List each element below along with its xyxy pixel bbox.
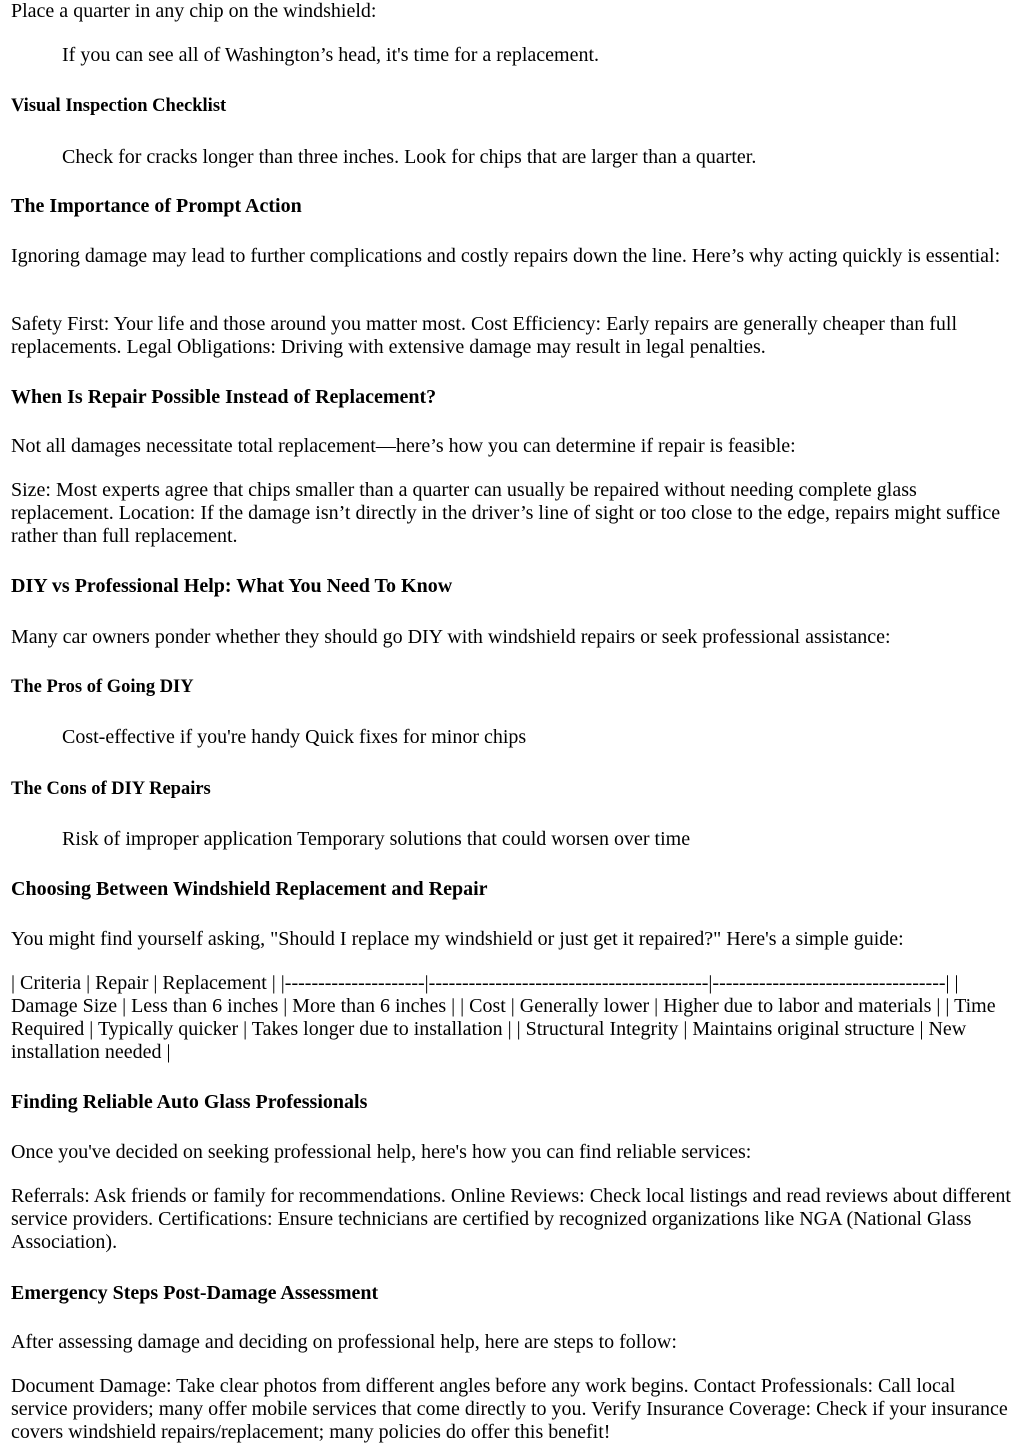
comparison-table-text: | Criteria | Repair | Replacement | |---------------------|------------------------------------------|-----------------------------------| | Damage Size | Less than 6 inches | More than 6 inches | | Cost | Generally lower | Higher due to labor and materials | | Time Required | Typically quicker | Takes longer due to installation | | Structural Integrity | Maintains original structure | New installation needed |	[11, 972, 996, 1063]
repair-possible-heading: When Is Repair Possible Instead of Replacement?	[11, 386, 437, 408]
repair-possible-body: Size: Most experts agree that chips smaller than a quarter can usually be repaired without needing complete glass replacement. Location: If the damage isn’t directly in the driver’s line of sight or too close to the edge, repairs might suffice rather than full replacement.	[11, 479, 1001, 547]
emergency-body: Document Damage: Take clear photos from different angles before any work begins. Contact Professionals: Call local service providers; many offer mobile services that come directly to you. Verify Insurance Coverage: Check if your insurance covers windshield repairs/replacement; many policies do offer this benefit!	[11, 1375, 1008, 1443]
diy-vs-pro-heading: DIY vs Professional Help: What You Need To Know	[11, 575, 453, 597]
diy-pros-quote: Cost-effective if you're handy Quick fixes for minor chips	[62, 726, 527, 748]
repair-possible-intro: Not all damages necessitate total replacement—here’s how you can determine if repair is feasible:	[11, 435, 796, 457]
quarter-test-quote: If you can see all of Washington’s head, it's time for a replacement.	[62, 44, 600, 66]
finding-pros-intro: Once you've decided on seeking professional help, here's how you can find reliable services:	[11, 1141, 752, 1163]
diy-cons-quote: Risk of improper application Temporary solutions that could worsen over time	[62, 828, 691, 850]
visual-checklist-quote: Check for cracks longer than three inches. Look for chips that are larger than a quarter.	[62, 146, 757, 168]
emergency-heading: Emergency Steps Post-Damage Assessment	[11, 1282, 379, 1304]
diy-pros-heading: The Pros of Going DIY	[11, 677, 194, 697]
emergency-intro: After assessing damage and deciding on professional help, here are steps to follow:	[11, 1331, 677, 1353]
visual-checklist-heading: Visual Inspection Checklist	[11, 96, 227, 116]
prompt-action-intro: Ignoring damage may lead to further complications and costly repairs down the line. Here’s why acting quickly is essential:	[11, 245, 1001, 267]
choosing-heading: Choosing Between Windshield Replacement and Repair	[11, 878, 488, 900]
choosing-intro: You might find yourself asking, "Should I replace my windshield or just get it repaired?" Here's a simple guide:	[11, 928, 904, 950]
quarter-test-intro: Place a quarter in any chip on the windshield:	[11, 0, 377, 22]
diy-cons-heading: The Cons of DIY Repairs	[11, 779, 211, 799]
prompt-action-body: Safety First: Your life and those around you matter most. Cost Efficiency: Early repairs are generally cheaper than full replacements. Legal Obligations: Driving with extensive damage may result in legal penalties.	[11, 313, 958, 358]
diy-vs-pro-intro: Many car owners ponder whether they should go DIY with windshield repairs or seek professional assistance:	[11, 626, 891, 648]
prompt-action-heading: The Importance of Prompt Action	[11, 195, 302, 217]
finding-pros-heading: Finding Reliable Auto Glass Professionals	[11, 1091, 368, 1113]
finding-pros-body: Referrals: Ask friends or family for recommendations. Online Reviews: Check local listings and read reviews about different service providers. Certifications: Ensure technicians are certified by recognized organizations like NGA (National Glass Association).	[11, 1185, 1011, 1253]
